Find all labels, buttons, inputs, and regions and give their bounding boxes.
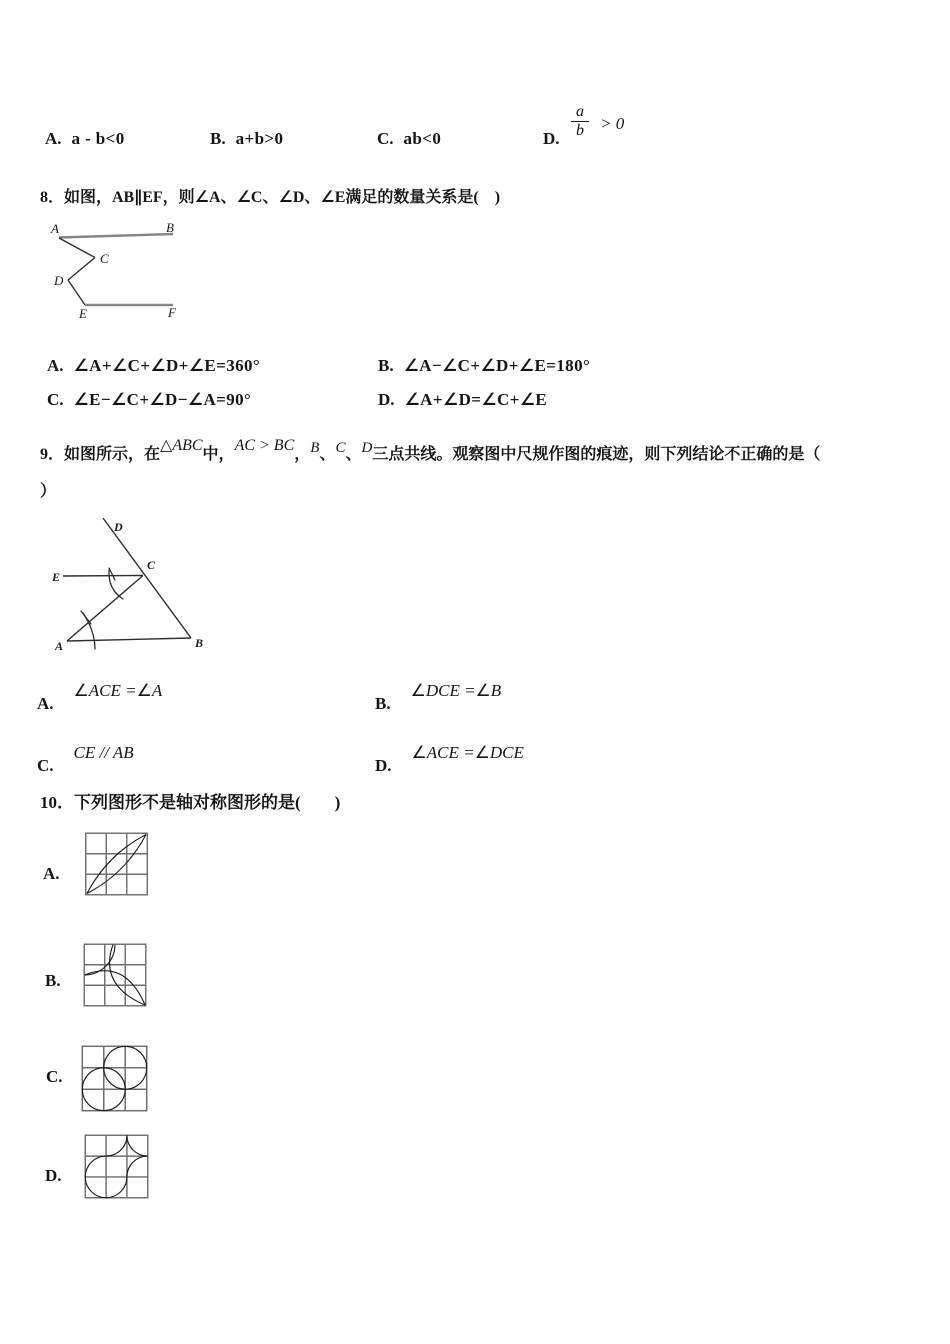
- option-text: ∠ACE =∠A: [73, 681, 163, 700]
- vertex-label-c: C: [100, 251, 109, 266]
- q10-option-b-label: B.: [45, 971, 61, 990]
- grid-border: [82, 1046, 146, 1110]
- q8-option-c: [47, 390, 251, 410]
- q7-option-c: [377, 129, 441, 149]
- q9-option-a: [37, 681, 163, 714]
- q10-stem: 10．下列图形不是轴对称图形的是( ): [40, 793, 341, 812]
- q9-point-c: C: [335, 440, 346, 456]
- q10-option-a-label: A.: [43, 864, 60, 883]
- q9-option-d: [375, 743, 524, 776]
- q9-point-b: B: [310, 440, 320, 456]
- grid-border: [84, 944, 146, 1006]
- vertex-label-e: E: [52, 570, 61, 584]
- q10-option-c-label: C.: [46, 1067, 63, 1086]
- line-ca: [67, 576, 143, 642]
- tick-mark-at-a: [81, 611, 91, 624]
- fraction-denominator: b: [571, 121, 589, 140]
- q8-stem: 8．如图，AB∥EF，则∠A、∠C、∠D、∠E满足的数量关系是( ): [40, 189, 501, 206]
- option-text: a+b>0: [235, 129, 284, 148]
- option-text: ∠DCE =∠B: [410, 681, 502, 700]
- q7-option-d-suffix: > 0: [600, 114, 625, 133]
- line-ab: [59, 234, 173, 238]
- grid-lines: [85, 1135, 148, 1198]
- option-label: A.: [47, 356, 64, 375]
- option-label: D.: [543, 129, 560, 148]
- q9-stem-suffix: 三点共线。观察图中尺规作图的痕迹，则下列结论不正确的是（: [372, 446, 821, 463]
- grid-lines: [84, 944, 146, 1006]
- line-ab: [67, 638, 191, 641]
- q9-stem-comma: ，: [294, 446, 311, 463]
- line-ac: [59, 238, 95, 258]
- line-dcb: [103, 518, 191, 638]
- vertex-label-a: A: [55, 639, 64, 653]
- q9-stem-line2: ）: [40, 483, 57, 500]
- option-text: ab<0: [403, 129, 442, 148]
- option-label: C.: [47, 390, 64, 409]
- line-ec: [63, 576, 143, 577]
- q9-math-inequality: AC > BC: [234, 437, 295, 454]
- vertex-label-d: D: [114, 520, 123, 534]
- option-text: CE // AB: [73, 743, 134, 762]
- option-label: C.: [377, 129, 394, 148]
- vertex-label-c: C: [147, 558, 156, 572]
- q9-figure: [50, 512, 210, 657]
- q10-figure-d: [83, 1134, 150, 1199]
- option-label: D.: [375, 756, 392, 775]
- q7-option-d: [543, 129, 570, 149]
- vertex-label-d: D: [54, 273, 64, 288]
- option-label: A.: [45, 129, 62, 148]
- option-label: A.: [37, 694, 54, 713]
- option-text: ∠A+∠D=∠C+∠E: [404, 390, 548, 409]
- q10-figure-b: [80, 943, 150, 1007]
- leaf-curve-upper: [87, 834, 146, 893]
- vertex-label-e: E: [79, 306, 87, 320]
- q9-option-b: [375, 681, 502, 714]
- q8-figure: [40, 218, 190, 320]
- q10-figure-c: [78, 1045, 151, 1112]
- leaf-curve-right: [85, 971, 146, 1005]
- leaf-curve-left: [110, 945, 146, 1006]
- option-label: C.: [37, 756, 54, 775]
- q7-option-d-fraction: [571, 103, 589, 141]
- q9-stem-prefix: 9．如图所示，在: [40, 446, 161, 463]
- leaf-curve-lower: [87, 834, 146, 893]
- line-cd: [68, 258, 95, 281]
- q9-math-triangle: △ABC: [160, 437, 203, 454]
- q7-option-a: [45, 129, 125, 149]
- option-text: ∠A−∠C+∠D+∠E=180°: [403, 356, 591, 375]
- option-label: D.: [378, 390, 395, 409]
- q7-option-b: [210, 129, 283, 149]
- q8-option-a: [47, 356, 260, 376]
- comma-shape: [85, 1135, 148, 1198]
- option-text: ∠A+∠C+∠D+∠E=360°: [73, 356, 261, 375]
- q8-option-d: [378, 390, 547, 410]
- q9-dun2: 、: [345, 446, 362, 463]
- q9-option-c: [37, 743, 134, 776]
- q9-dun1: 、: [319, 446, 336, 463]
- option-text: a - b<0: [71, 129, 125, 148]
- q9-stem: [40, 437, 945, 466]
- option-text: ∠E−∠C+∠D−∠A=90°: [73, 390, 252, 409]
- line-de: [68, 280, 85, 305]
- grid-lines: [82, 1046, 146, 1110]
- vertex-label-b: B: [166, 220, 174, 235]
- vertex-label-a: A: [51, 221, 59, 236]
- grid-border: [85, 1135, 148, 1198]
- grid-lines: [86, 833, 148, 895]
- option-label: B.: [210, 129, 226, 148]
- q9-point-d: D: [361, 440, 373, 456]
- option-label: B.: [375, 694, 391, 713]
- option-text: ∠ACE =∠DCE: [411, 743, 524, 762]
- grid-border: [86, 833, 148, 895]
- vertex-label-b: B: [195, 636, 204, 650]
- fraction-numerator: a: [576, 103, 584, 120]
- vertex-label-f: F: [168, 305, 176, 320]
- q8-option-b: [378, 356, 590, 376]
- q10-option-d-label: D.: [45, 1166, 62, 1185]
- q10-figure-a: [83, 832, 150, 896]
- q9-stem-mid1: 中，: [202, 446, 235, 463]
- option-label: B.: [378, 356, 394, 375]
